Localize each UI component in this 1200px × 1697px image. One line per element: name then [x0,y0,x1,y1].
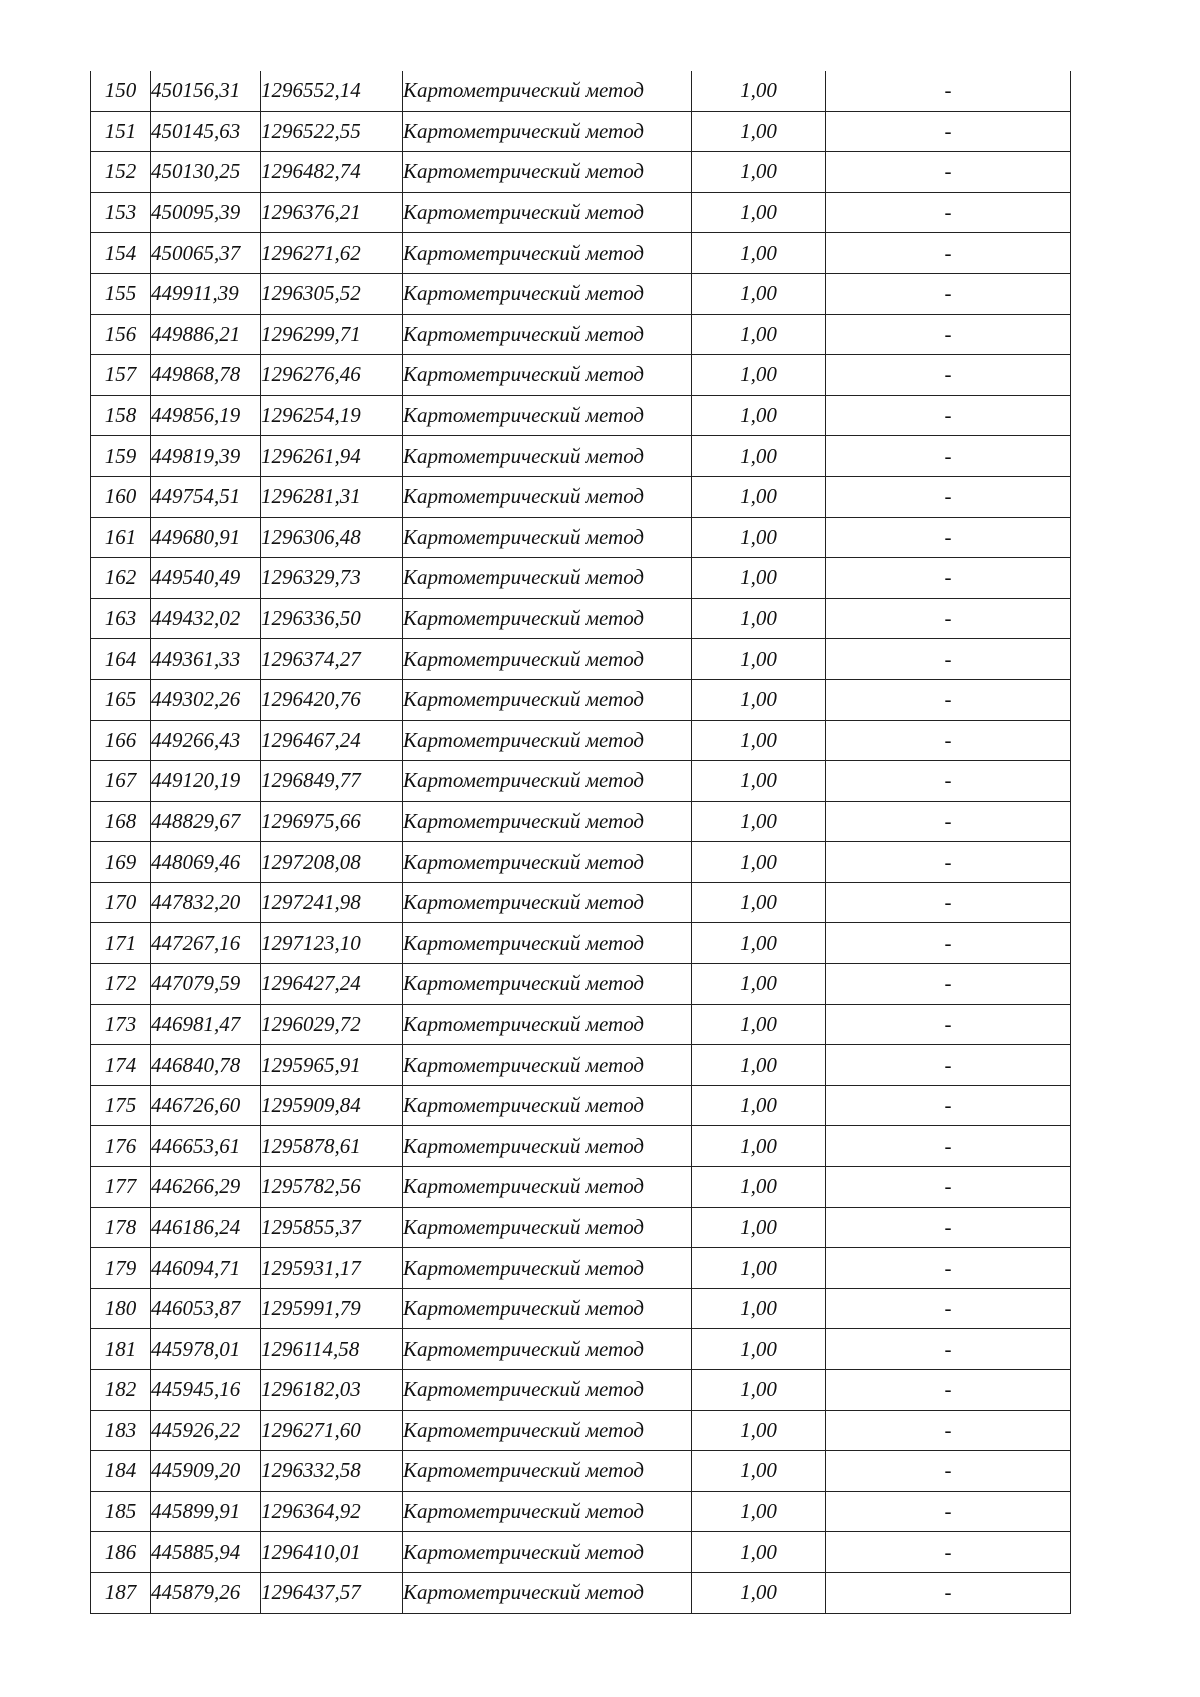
coordinate-x-cell: 449266,43 [151,720,261,761]
description-cell: - [826,923,1071,964]
accuracy-cell: 1,00 [692,1248,826,1289]
point-number-cell: 174 [91,1045,151,1086]
point-number-cell: 186 [91,1532,151,1573]
method-cell: Картометрический метод [403,598,692,639]
accuracy-cell: 1,00 [692,152,826,193]
accuracy-cell: 1,00 [692,882,826,923]
table-row [91,1167,1071,1208]
accuracy-cell: 1,00 [692,192,826,233]
method-cell: Картометрический метод [403,71,692,111]
coordinate-y-cell: 1296332,58 [261,1451,403,1492]
coordinate-y-cell: 1296522,55 [261,111,403,152]
accuracy-cell: 1,00 [692,964,826,1005]
accuracy-cell: 1,00 [692,436,826,477]
coordinate-x-cell: 449754,51 [151,476,261,517]
method-cell: Картометрический метод [403,1532,692,1573]
coordinate-y-cell: 1296271,60 [261,1410,403,1451]
method-cell: Картометрический метод [403,1004,692,1045]
coordinate-y-cell: 1295878,61 [261,1126,403,1167]
accuracy-cell: 1,00 [692,233,826,274]
coordinate-y-cell: 1295855,37 [261,1207,403,1248]
table-row [91,882,1071,923]
point-number-cell: 177 [91,1167,151,1208]
table-row [91,639,1071,680]
coordinates-table-body [91,71,1071,1613]
accuracy-cell: 1,00 [692,598,826,639]
coordinate-y-cell: 1295991,79 [261,1288,403,1329]
point-number-cell: 160 [91,476,151,517]
description-cell: - [826,558,1071,599]
coordinate-y-cell: 1296276,46 [261,355,403,396]
accuracy-cell: 1,00 [692,517,826,558]
description-cell: - [826,517,1071,558]
description-cell: - [826,111,1071,152]
accuracy-cell: 1,00 [692,273,826,314]
coordinate-y-cell: 1296552,14 [261,71,403,111]
method-cell: Картометрический метод [403,882,692,923]
point-number-cell: 168 [91,801,151,842]
accuracy-cell: 1,00 [692,111,826,152]
table-row [91,314,1071,355]
table-row [91,720,1071,761]
table-row [91,679,1071,720]
table-row [91,1370,1071,1411]
method-cell: Картометрический метод [403,476,692,517]
table-row [91,233,1071,274]
table-row [91,558,1071,599]
method-cell: Картометрический метод [403,111,692,152]
method-cell: Картометрический метод [403,842,692,883]
point-number-cell: 164 [91,639,151,680]
point-number-cell: 156 [91,314,151,355]
point-number-cell: 150 [91,71,151,111]
table-row [91,761,1071,802]
coordinate-x-cell: 445945,16 [151,1370,261,1411]
method-cell: Картометрический метод [403,1167,692,1208]
method-cell: Картометрический метод [403,679,692,720]
table-row [91,1491,1071,1532]
coordinate-x-cell: 449540,49 [151,558,261,599]
description-cell: - [826,720,1071,761]
table-row [91,801,1071,842]
description-cell: - [826,152,1071,193]
coordinate-y-cell: 1296975,66 [261,801,403,842]
point-number-cell: 161 [91,517,151,558]
coordinate-x-cell: 445899,91 [151,1491,261,1532]
accuracy-cell: 1,00 [692,639,826,680]
coordinate-x-cell: 446053,87 [151,1288,261,1329]
coordinate-y-cell: 1296299,71 [261,314,403,355]
coordinate-y-cell: 1296374,27 [261,639,403,680]
table-row [91,395,1071,436]
point-number-cell: 154 [91,233,151,274]
method-cell: Картометрический метод [403,1572,692,1613]
table-row [91,152,1071,193]
accuracy-cell: 1,00 [692,1004,826,1045]
description-cell: - [826,882,1071,923]
point-number-cell: 182 [91,1370,151,1411]
table-row [91,1329,1071,1370]
description-cell: - [826,639,1071,680]
method-cell: Картометрический метод [403,517,692,558]
table-row [91,1207,1071,1248]
accuracy-cell: 1,00 [692,1085,826,1126]
coordinate-x-cell: 449302,26 [151,679,261,720]
table-row [91,71,1071,111]
table-row [91,1126,1071,1167]
table-row [91,355,1071,396]
coordinate-x-cell: 449819,39 [151,436,261,477]
method-cell: Картометрический метод [403,964,692,1005]
coordinate-y-cell: 1296376,21 [261,192,403,233]
coordinate-x-cell: 447267,16 [151,923,261,964]
coordinate-y-cell: 1296182,03 [261,1370,403,1411]
description-cell: - [826,598,1071,639]
method-cell: Картометрический метод [403,1370,692,1411]
method-cell: Картометрический метод [403,273,692,314]
method-cell: Картометрический метод [403,761,692,802]
point-number-cell: 163 [91,598,151,639]
accuracy-cell: 1,00 [692,1370,826,1411]
table-row [91,964,1071,1005]
table-row [91,1085,1071,1126]
description-cell: - [826,1410,1071,1451]
table-row [91,111,1071,152]
coordinate-x-cell: 447079,59 [151,964,261,1005]
method-cell: Картометрический метод [403,1126,692,1167]
description-cell: - [826,476,1071,517]
accuracy-cell: 1,00 [692,1572,826,1613]
table-row [91,517,1071,558]
accuracy-cell: 1,00 [692,761,826,802]
table-row [91,1410,1071,1451]
coordinate-x-cell: 445978,01 [151,1329,261,1370]
coordinate-y-cell: 1296410,01 [261,1532,403,1573]
coordinate-y-cell: 1296271,62 [261,233,403,274]
point-number-cell: 152 [91,152,151,193]
accuracy-cell: 1,00 [692,1329,826,1370]
description-cell: - [826,1532,1071,1573]
point-number-cell: 187 [91,1572,151,1613]
coordinate-x-cell: 450130,25 [151,152,261,193]
accuracy-cell: 1,00 [692,558,826,599]
method-cell: Картометрический метод [403,314,692,355]
description-cell: - [826,192,1071,233]
accuracy-cell: 1,00 [692,71,826,111]
description-cell: - [826,1167,1071,1208]
point-number-cell: 176 [91,1126,151,1167]
description-cell: - [826,1329,1071,1370]
point-number-cell: 155 [91,273,151,314]
point-number-cell: 170 [91,882,151,923]
coordinate-x-cell: 445909,20 [151,1451,261,1492]
coordinate-y-cell: 1296437,57 [261,1572,403,1613]
description-cell: - [826,1207,1071,1248]
coordinate-y-cell: 1296305,52 [261,273,403,314]
description-cell: - [826,679,1071,720]
accuracy-cell: 1,00 [692,1207,826,1248]
coordinate-y-cell: 1295965,91 [261,1045,403,1086]
table-row [91,842,1071,883]
coordinate-y-cell: 1296329,73 [261,558,403,599]
description-cell: - [826,801,1071,842]
accuracy-cell: 1,00 [692,355,826,396]
coordinate-y-cell: 1296849,77 [261,761,403,802]
method-cell: Картометрический метод [403,558,692,599]
point-number-cell: 165 [91,679,151,720]
coordinate-y-cell: 1297123,10 [261,923,403,964]
accuracy-cell: 1,00 [692,679,826,720]
coordinate-x-cell: 450095,39 [151,192,261,233]
point-number-cell: 171 [91,923,151,964]
accuracy-cell: 1,00 [692,1045,826,1086]
table-row [91,1572,1071,1613]
method-cell: Картометрический метод [403,720,692,761]
method-cell: Картометрический метод [403,436,692,477]
coordinate-y-cell: 1296336,50 [261,598,403,639]
table-row [91,192,1071,233]
table-row [91,1288,1071,1329]
coordinate-x-cell: 446726,60 [151,1085,261,1126]
point-number-cell: 151 [91,111,151,152]
coordinate-y-cell: 1295909,84 [261,1085,403,1126]
description-cell: - [826,964,1071,1005]
accuracy-cell: 1,00 [692,842,826,883]
coordinate-y-cell: 1295931,17 [261,1248,403,1289]
coordinate-x-cell: 446266,29 [151,1167,261,1208]
coordinate-y-cell: 1297208,08 [261,842,403,883]
description-cell: - [826,273,1071,314]
point-number-cell: 162 [91,558,151,599]
table-row [91,1045,1071,1086]
coordinate-x-cell: 450156,31 [151,71,261,111]
description-cell: - [826,355,1071,396]
coordinate-x-cell: 449361,33 [151,639,261,680]
coordinate-x-cell: 448829,67 [151,801,261,842]
table-row [91,598,1071,639]
description-cell: - [826,1045,1071,1086]
coordinate-x-cell: 449680,91 [151,517,261,558]
accuracy-cell: 1,00 [692,1288,826,1329]
description-cell: - [826,1572,1071,1613]
description-cell: - [826,1004,1071,1045]
point-number-cell: 169 [91,842,151,883]
point-number-cell: 167 [91,761,151,802]
description-cell: - [826,395,1071,436]
method-cell: Картометрический метод [403,1045,692,1086]
coordinate-y-cell: 1296420,76 [261,679,403,720]
description-cell: - [826,436,1071,477]
coordinate-x-cell: 446653,61 [151,1126,261,1167]
coordinates-table [90,71,1071,1614]
accuracy-cell: 1,00 [692,395,826,436]
method-cell: Картометрический метод [403,395,692,436]
coordinate-x-cell: 446981,47 [151,1004,261,1045]
accuracy-cell: 1,00 [692,923,826,964]
coordinate-x-cell: 450145,63 [151,111,261,152]
coordinate-x-cell: 446186,24 [151,1207,261,1248]
accuracy-cell: 1,00 [692,1126,826,1167]
description-cell: - [826,1491,1071,1532]
accuracy-cell: 1,00 [692,801,826,842]
method-cell: Картометрический метод [403,1248,692,1289]
table-row [91,273,1071,314]
table-row [91,476,1071,517]
method-cell: Картометрический метод [403,1451,692,1492]
coordinate-y-cell: 1296427,24 [261,964,403,1005]
coordinate-x-cell: 445926,22 [151,1410,261,1451]
coordinate-x-cell: 447832,20 [151,882,261,923]
point-number-cell: 172 [91,964,151,1005]
method-cell: Картометрический метод [403,1329,692,1370]
method-cell: Картометрический метод [403,152,692,193]
description-cell: - [826,314,1071,355]
method-cell: Картометрический метод [403,1207,692,1248]
coordinate-y-cell: 1296261,94 [261,436,403,477]
accuracy-cell: 1,00 [692,1167,826,1208]
coordinate-y-cell: 1295782,56 [261,1167,403,1208]
point-number-cell: 185 [91,1491,151,1532]
point-number-cell: 153 [91,192,151,233]
method-cell: Картометрический метод [403,1410,692,1451]
description-cell: - [826,761,1071,802]
document-page [90,71,1070,1614]
point-number-cell: 157 [91,355,151,396]
accuracy-cell: 1,00 [692,720,826,761]
description-cell: - [826,1126,1071,1167]
point-number-cell: 175 [91,1085,151,1126]
description-cell: - [826,1085,1071,1126]
table-row [91,1532,1071,1573]
coordinate-x-cell: 450065,37 [151,233,261,274]
table-row [91,923,1071,964]
coordinate-x-cell: 449886,21 [151,314,261,355]
description-cell: - [826,1288,1071,1329]
coordinate-x-cell: 449868,78 [151,355,261,396]
coordinate-y-cell: 1296364,92 [261,1491,403,1532]
accuracy-cell: 1,00 [692,1451,826,1492]
coordinate-x-cell: 449856,19 [151,395,261,436]
method-cell: Картометрический метод [403,923,692,964]
accuracy-cell: 1,00 [692,1491,826,1532]
table-row [91,1451,1071,1492]
coordinate-x-cell: 449432,02 [151,598,261,639]
coordinate-y-cell: 1296482,74 [261,152,403,193]
description-cell: - [826,842,1071,883]
table-row [91,1004,1071,1045]
coordinate-x-cell: 448069,46 [151,842,261,883]
method-cell: Картометрический метод [403,1288,692,1329]
description-cell: - [826,1370,1071,1411]
point-number-cell: 180 [91,1288,151,1329]
point-number-cell: 166 [91,720,151,761]
coordinate-x-cell: 446840,78 [151,1045,261,1086]
coordinate-y-cell: 1296114,58 [261,1329,403,1370]
method-cell: Картометрический метод [403,192,692,233]
method-cell: Картометрический метод [403,233,692,274]
method-cell: Картометрический метод [403,1491,692,1532]
description-cell: - [826,233,1071,274]
point-number-cell: 184 [91,1451,151,1492]
accuracy-cell: 1,00 [692,476,826,517]
method-cell: Картометрический метод [403,355,692,396]
method-cell: Картометрический метод [403,801,692,842]
table-row [91,1248,1071,1289]
accuracy-cell: 1,00 [692,1410,826,1451]
method-cell: Картометрический метод [403,1085,692,1126]
table-row [91,436,1071,477]
accuracy-cell: 1,00 [692,314,826,355]
description-cell: - [826,1451,1071,1492]
accuracy-cell: 1,00 [692,1532,826,1573]
point-number-cell: 181 [91,1329,151,1370]
coordinate-y-cell: 1297241,98 [261,882,403,923]
point-number-cell: 179 [91,1248,151,1289]
description-cell: - [826,1248,1071,1289]
coordinate-y-cell: 1296306,48 [261,517,403,558]
coordinate-y-cell: 1296467,24 [261,720,403,761]
coordinate-x-cell: 446094,71 [151,1248,261,1289]
coordinate-y-cell: 1296254,19 [261,395,403,436]
point-number-cell: 173 [91,1004,151,1045]
point-number-cell: 178 [91,1207,151,1248]
point-number-cell: 158 [91,395,151,436]
coordinate-x-cell: 445885,94 [151,1532,261,1573]
point-number-cell: 159 [91,436,151,477]
description-cell: - [826,71,1071,111]
point-number-cell: 183 [91,1410,151,1451]
coordinate-x-cell: 445879,26 [151,1572,261,1613]
coordinate-y-cell: 1296281,31 [261,476,403,517]
method-cell: Картометрический метод [403,639,692,680]
coordinate-x-cell: 449120,19 [151,761,261,802]
coordinate-x-cell: 449911,39 [151,273,261,314]
coordinate-y-cell: 1296029,72 [261,1004,403,1045]
